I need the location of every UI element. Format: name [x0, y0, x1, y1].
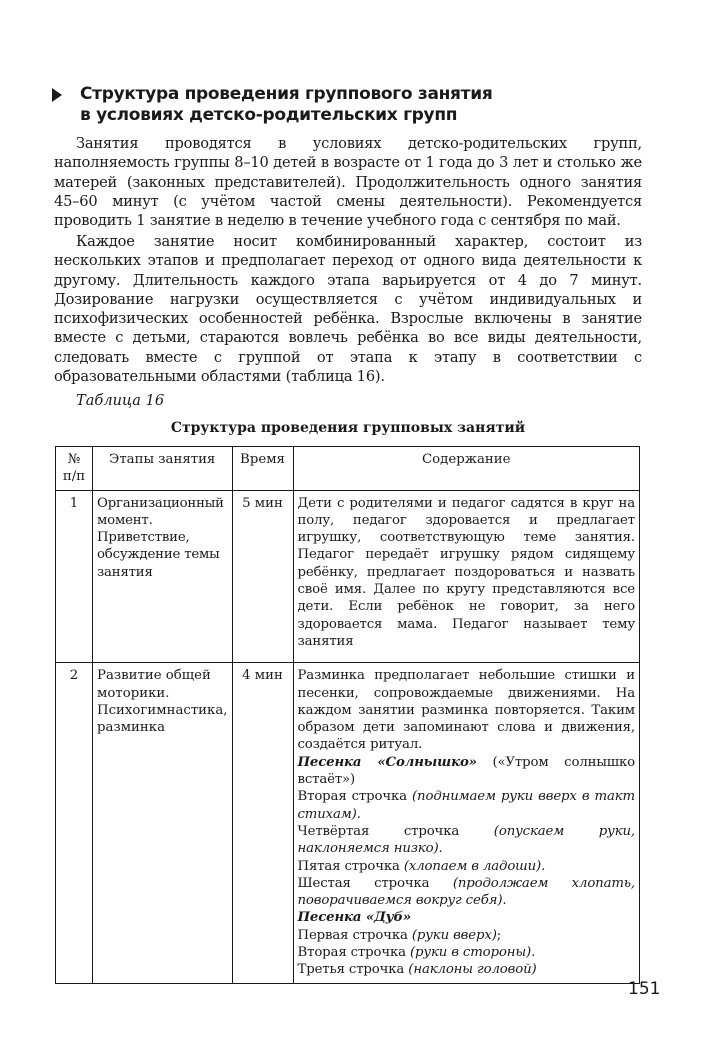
row-content: Разминка предполагает небольшие стишки и песенки, сопровождаемые движениями. На каждом занятии разминка повторяется. Таким образом дети запоминают слова и движения, создаётся ритуал. Песенка «Солнышко» («Утром солнышко встаёт») Вторая строчка (поднимаем руки вверх в такт стихам). Четвёртая строчка (опускаем руки, наклоняемся низко). Пятая строчка (хлопаем в ладоши). Шестая строчка (продолжаем хлопать, поворачиваемся вокруг себя). Песенка «Дуб» Первая строчка (руки вверх); Вторая строчка (руки в стороны). Третья строчка (наклоны головой): [293, 663, 640, 983]
section-heading: [52, 84, 652, 126]
header-content: Содержание: [293, 447, 640, 491]
paragraph-1: Занятия проводятся в условиях детско-родительских групп, наполняемость группы 8–10 детей в возрасте от 1 года до 3 лет и столько же матерей (законных представителей). Продолжительность одного занятия 45–60 минут (с учётом частой смены деятельности). Рекомендуется проводить 1 занятие в неделю в течение учебного года с сентября по май.: [54, 135, 642, 230]
row-stage: Организационный момент. Приветствие, обсуждение темы занятия: [93, 490, 233, 663]
table-row: [56, 663, 640, 983]
row-time: 5 мин: [232, 490, 293, 663]
row-time: 4 мин: [232, 663, 293, 983]
row-num: 2: [56, 663, 93, 983]
table-caption: Таблица 16: [76, 392, 165, 409]
header-stage: Этапы занятия: [93, 447, 233, 491]
row-content: Дети с родителями и педагог садятся в круг на полу, педагог здоровается и предлагает игрушку, соответствующую теме занятия. Педагог передаёт игрушку рядом сидящему ребёнку, предлагает поздороваться и назвать своё имя. Далее по кругу представляются все дети. Если ребёнок не говорит, за него здоровается мама. Педагог называет тему занятия: [293, 490, 640, 663]
table-row: [56, 490, 640, 663]
page-number: 151: [628, 979, 661, 999]
header-num: № п/п: [56, 447, 93, 491]
structure-table: [55, 446, 640, 984]
song-1: Песенка «Солнышко» («Утром солнышко встаёт»): [297, 754, 635, 788]
bullet-triangle-icon: [52, 88, 62, 102]
paragraph-2: Каждое занятие носит комбинированный характер, состоит из нескольких этапов и предполагает переход от одного вида деятельности к другому. Длительность каждого этапа варьируется от 4 до 7 минут. Дозирование нагрузки осуществляется с учётом индивидуальных и психофизических особенностей ребёнка. Взрослые включены в занятие вместе с детьми, стараются вовлечь ребёнка во все виды деятельности, следовать вместе с группой от этапа к этапу в соответствии с образовательными областями (таблица 16).: [54, 233, 642, 386]
heading-line-2: в условиях детско-родительских групп: [80, 105, 458, 125]
header-time: Время: [232, 447, 293, 491]
heading-line-1: Структура проведения группового занятия: [80, 84, 493, 104]
song-2: Песенка «Дуб»: [297, 910, 412, 926]
row-stage: Развитие общей моторики. Психогимнастика, разминка: [93, 663, 233, 983]
table-title: Структура проведения групповых занятий: [170, 420, 526, 436]
row-num: 1: [56, 490, 93, 663]
table-header-row: [56, 447, 640, 491]
